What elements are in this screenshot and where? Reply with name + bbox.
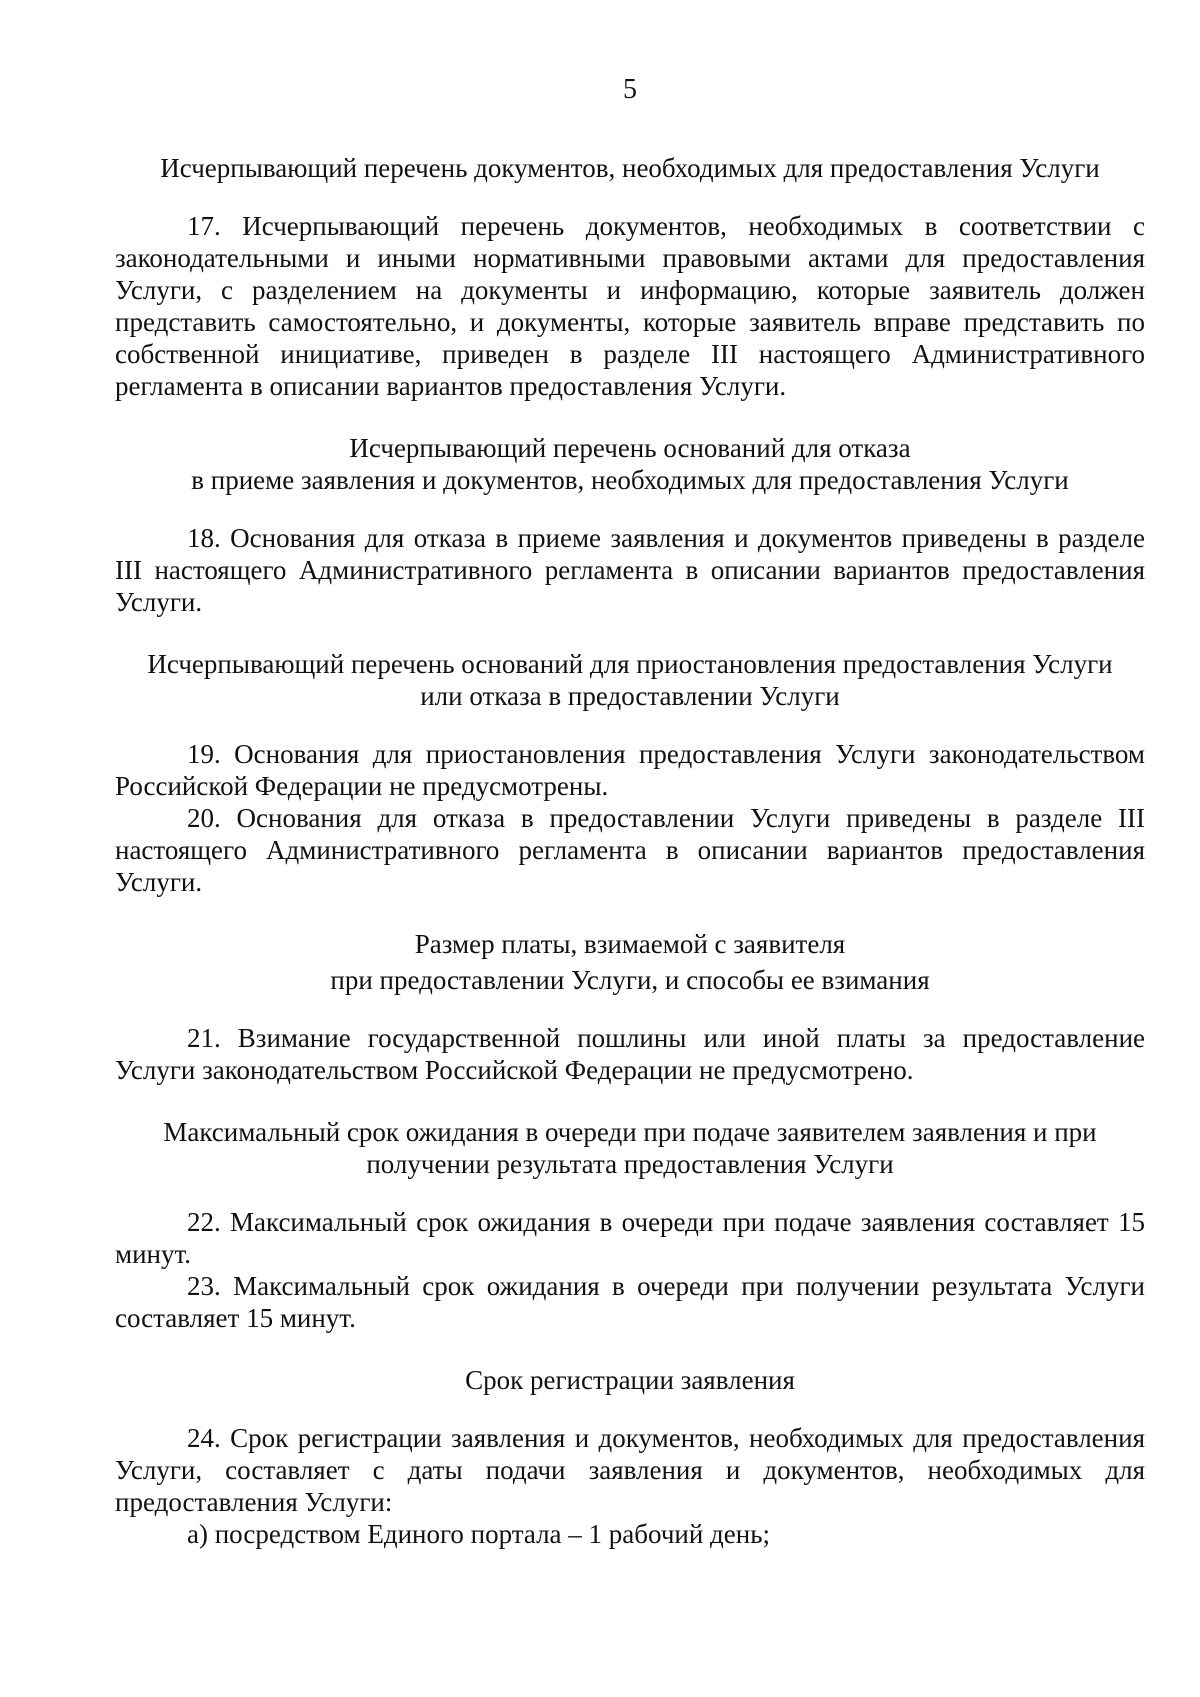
paragraph-20: 20. Основания для отказа в предоставлении Услуги приведены в разделе III настоящего Административного регламента в описании вариантов предоставления Услуги. — [115, 803, 1145, 897]
section-heading-fee: Размер платы, взимаемой с заявителя при предоставлении Услуги, и способы ее взимания — [330, 929, 930, 995]
paragraph-18: 18. Основания для отказа в приеме заявления и документов приведены в разделе III настоящего Административного регламента в описании вариантов предоставления Услуги. — [115, 523, 1145, 617]
paragraph-19: 19. Основания для приостановления предоставления Услуги законодательством Российской Федерации не предусмотрены. — [115, 739, 1145, 801]
paragraph-24: 24. Срок регистрации заявления и документов, необходимых для предоставления Услуги, составляет с даты подачи заявления и документов, необходимых для предоставления Услуги: — [115, 1423, 1145, 1517]
section-heading-refusal-grounds: Исчерпывающий перечень оснований для отказа в приеме заявления и документов, необходимых для предоставления Услуги — [191, 433, 1069, 495]
paragraph-21: 21. Взимание государственной пошлины или иной платы за предоставление Услуги законодательством Российской Федерации не предусмотрено. — [115, 1023, 1145, 1085]
paragraph-23: 23. Максимальный срок ожидания в очереди при получении результата Услуги составляет 15 минут. — [115, 1271, 1145, 1333]
document-body — [115, 152, 1145, 1550]
paragraph-22: 22. Максимальный срок ожидания в очереди при подаче заявления составляет 15 минут. — [115, 1207, 1145, 1269]
section-heading-suspension-grounds: Исчерпывающий перечень оснований для приостановления предоставления Услуги или отказа в предоставлении Услуги — [147, 649, 1113, 711]
paragraph-24-item-a: а) посредством Единого портала – 1 рабочий день; — [187, 1519, 771, 1549]
section-heading-registration-term: Срок регистрации заявления — [465, 1365, 795, 1395]
section-heading-queue-time: Максимальный срок ожидания в очереди при подаче заявителем заявления и при получении результата предоставления Услуги — [163, 1117, 1097, 1179]
paragraph-17: 17. Исчерпывающий перечень документов, необходимых в соответствии с законодательными и иными нормативными правовыми актами для предоставления Услуги, с разделением на документы и информацию, которые заявитель должен представить самостоятельно, и документы, которые заявитель вправе представить по собственной инициативе, приведен в разделе III настоящего Административного регламента в описании вариантов предоставления Услуги. — [115, 211, 1145, 401]
page-number: 5 — [623, 74, 637, 105]
section-heading-documents-list: Исчерпывающий перечень документов, необходимых для предоставления Услуги — [160, 153, 1100, 183]
